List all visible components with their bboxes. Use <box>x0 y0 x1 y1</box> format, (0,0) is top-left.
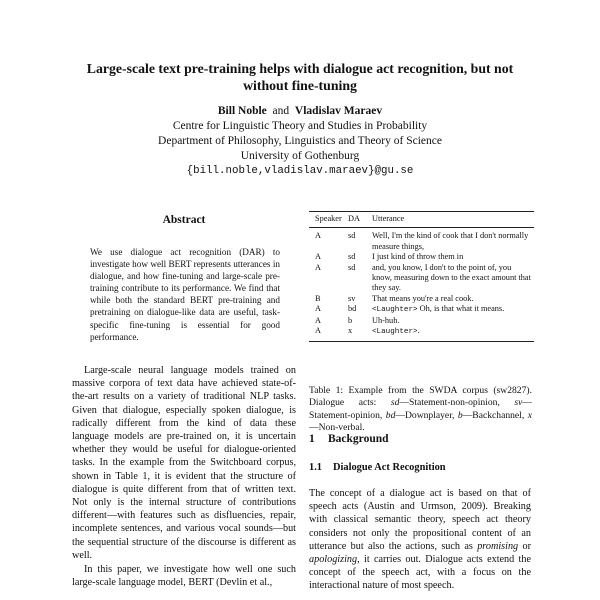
table-row <box>309 231 534 252</box>
table-header-speaker: Speaker <box>315 214 342 223</box>
background-em-promising: promising <box>477 540 519 552</box>
caption-lead: Table 1: Example from the SWDA corpus (sw2827). Dialogue acts: <box>309 385 532 409</box>
utterance-cell <box>372 326 532 337</box>
abstract-text: We use dialogue act recognition (DAR) to investigate how well BERT represents utterances in dialogue, and how fine-tuning and large-scale pre-training contribute to its performance. We find that while both the standard BERT pre-training and pretraining on dialogue-like data are useful, task-specific fine-tuning is essential for good performance. <box>90 247 280 342</box>
caption-abbr-bd: bd <box>385 409 396 421</box>
affiliation-3: University of Gothenburg <box>240 150 360 162</box>
speaker-cell: A <box>315 252 321 262</box>
example-table <box>309 211 534 342</box>
background-column <box>309 487 531 593</box>
table-row <box>309 294 534 304</box>
section-heading-background <box>309 433 389 445</box>
table-row <box>309 252 534 262</box>
author-email: {bill.noble,vladislav.maraev}@gu.se <box>186 165 414 177</box>
background-em-apologizing: apologizing <box>309 554 358 566</box>
background-text-1: The concept of a dialogue act is based on that of speech acts (Austin and Urmson, 2009). Breaking with classical semantic theory, speech act theory considers not only the propositional content of an utterance but also the actions, such as <box>309 488 531 552</box>
speaker-cell: A <box>315 304 321 314</box>
table-caption <box>309 385 532 435</box>
subsection-heading-dar <box>309 462 446 473</box>
table-header-utterance: Utterance <box>372 214 405 223</box>
background-paragraph <box>309 487 531 593</box>
author-block <box>120 104 480 179</box>
author-1: Bill Noble <box>217 105 267 117</box>
subsection-title: Dialogue Act Recognition <box>333 462 446 473</box>
laughter-tag: <Laughter> <box>372 328 418 337</box>
caption-def-bd: —Downplayer, <box>395 409 458 421</box>
utterance-cell: That means you're a real cook. <box>372 293 474 303</box>
table-row <box>309 316 534 326</box>
speaker-cell: A <box>315 231 321 241</box>
author-and: and <box>272 105 290 117</box>
subsection-number: 1.1 <box>309 462 322 473</box>
caption-def-x: —Non-verbal. <box>309 422 365 434</box>
background-text-3: , it carries out. Dialogue acts extend the concept of the speech act, with a focus on the interactional nature of most speech. <box>309 554 531 592</box>
table-header-da: DA <box>348 214 360 223</box>
speaker-cell: B <box>315 293 321 303</box>
speaker-cell: A <box>315 326 321 336</box>
da-cell: sd <box>348 231 356 241</box>
author-2: Vladislav Maraev <box>294 105 383 117</box>
utterance-cell: Well, I'm the kind of cook that I don't normally measure things, <box>372 231 529 251</box>
intro-paragraph-1: Large-scale neural language models trained on massive corpora of text data have achieved state-of-the-art results on a variety of traditional NLP tasks. Given that dialogue, especially spoken dialogue, is radically different from the kind of data these language models are pre-trained on, it is uncertain whether they would be useful for dialogue-oriented tasks. In the example from the Switchboard corpus, shown in Table 1, it is evident that the structure of dialogue is quite different from that of written text. Not only is the internal structure of contributions different—with features such as disfluencies, repair, incomplete sentences, and various vocal sounds—but the sequential structure of the discourse is different as well. <box>72 365 296 561</box>
author-names <box>120 104 480 119</box>
caption-def-sd: —Statement-non-opinion, <box>399 397 515 409</box>
da-cell: b <box>348 315 353 325</box>
caption-abbr-b: b <box>457 409 463 421</box>
utterance-cell <box>372 304 532 315</box>
da-cell: sd <box>348 262 356 272</box>
utterance-text: Oh, is that what it means. <box>417 304 505 314</box>
da-cell: x <box>348 326 353 336</box>
caption-def-sv: —Statement-opinion, <box>309 397 532 421</box>
da-cell: sd <box>348 252 356 262</box>
utterance-cell: and, you know, I don't to the point of, you know, measuring down to the exact amount that they say. <box>372 262 531 293</box>
intro-paragraph-2: In this paper, we investigate how well one such large-scale language model, BERT (Devlin et al., <box>72 564 296 589</box>
table-bottom-rule <box>309 341 534 342</box>
caption-abbr-x: x <box>527 409 532 421</box>
caption-abbr-sv: sv <box>514 397 523 409</box>
utterance-cell: Uh-huh. <box>372 315 400 325</box>
utterance-text: . <box>417 326 420 336</box>
da-cell: sv <box>348 293 356 303</box>
utterance-cell: I just kind of throw them in <box>372 252 464 262</box>
table-row <box>309 304 534 315</box>
table-row <box>309 263 534 294</box>
speaker-cell: A <box>315 315 321 325</box>
section-number: 1 <box>309 433 315 445</box>
table-body <box>309 228 534 341</box>
background-text-2: or <box>518 540 531 552</box>
intro-column <box>72 364 296 589</box>
caption-abbr-sd: sd <box>390 397 400 409</box>
abstract-heading: Abstract <box>162 214 206 226</box>
paper-title: Large-scale text pre-training helps with dialogue act recognition, but not without fine-tuning <box>86 61 514 93</box>
table-row <box>309 326 534 337</box>
speaker-cell: A <box>315 262 321 272</box>
affiliation-1: Centre for Linguistic Theory and Studies in Probability <box>172 120 428 132</box>
da-cell: bd <box>348 304 357 314</box>
laughter-tag: <Laughter> <box>372 306 418 315</box>
affiliation-2: Department of Philosophy, Linguistics and Theory of Science <box>158 135 442 147</box>
section-title: Background <box>328 433 389 445</box>
caption-def-b: —Backchannel, <box>462 409 528 421</box>
table-header-row <box>309 212 534 227</box>
